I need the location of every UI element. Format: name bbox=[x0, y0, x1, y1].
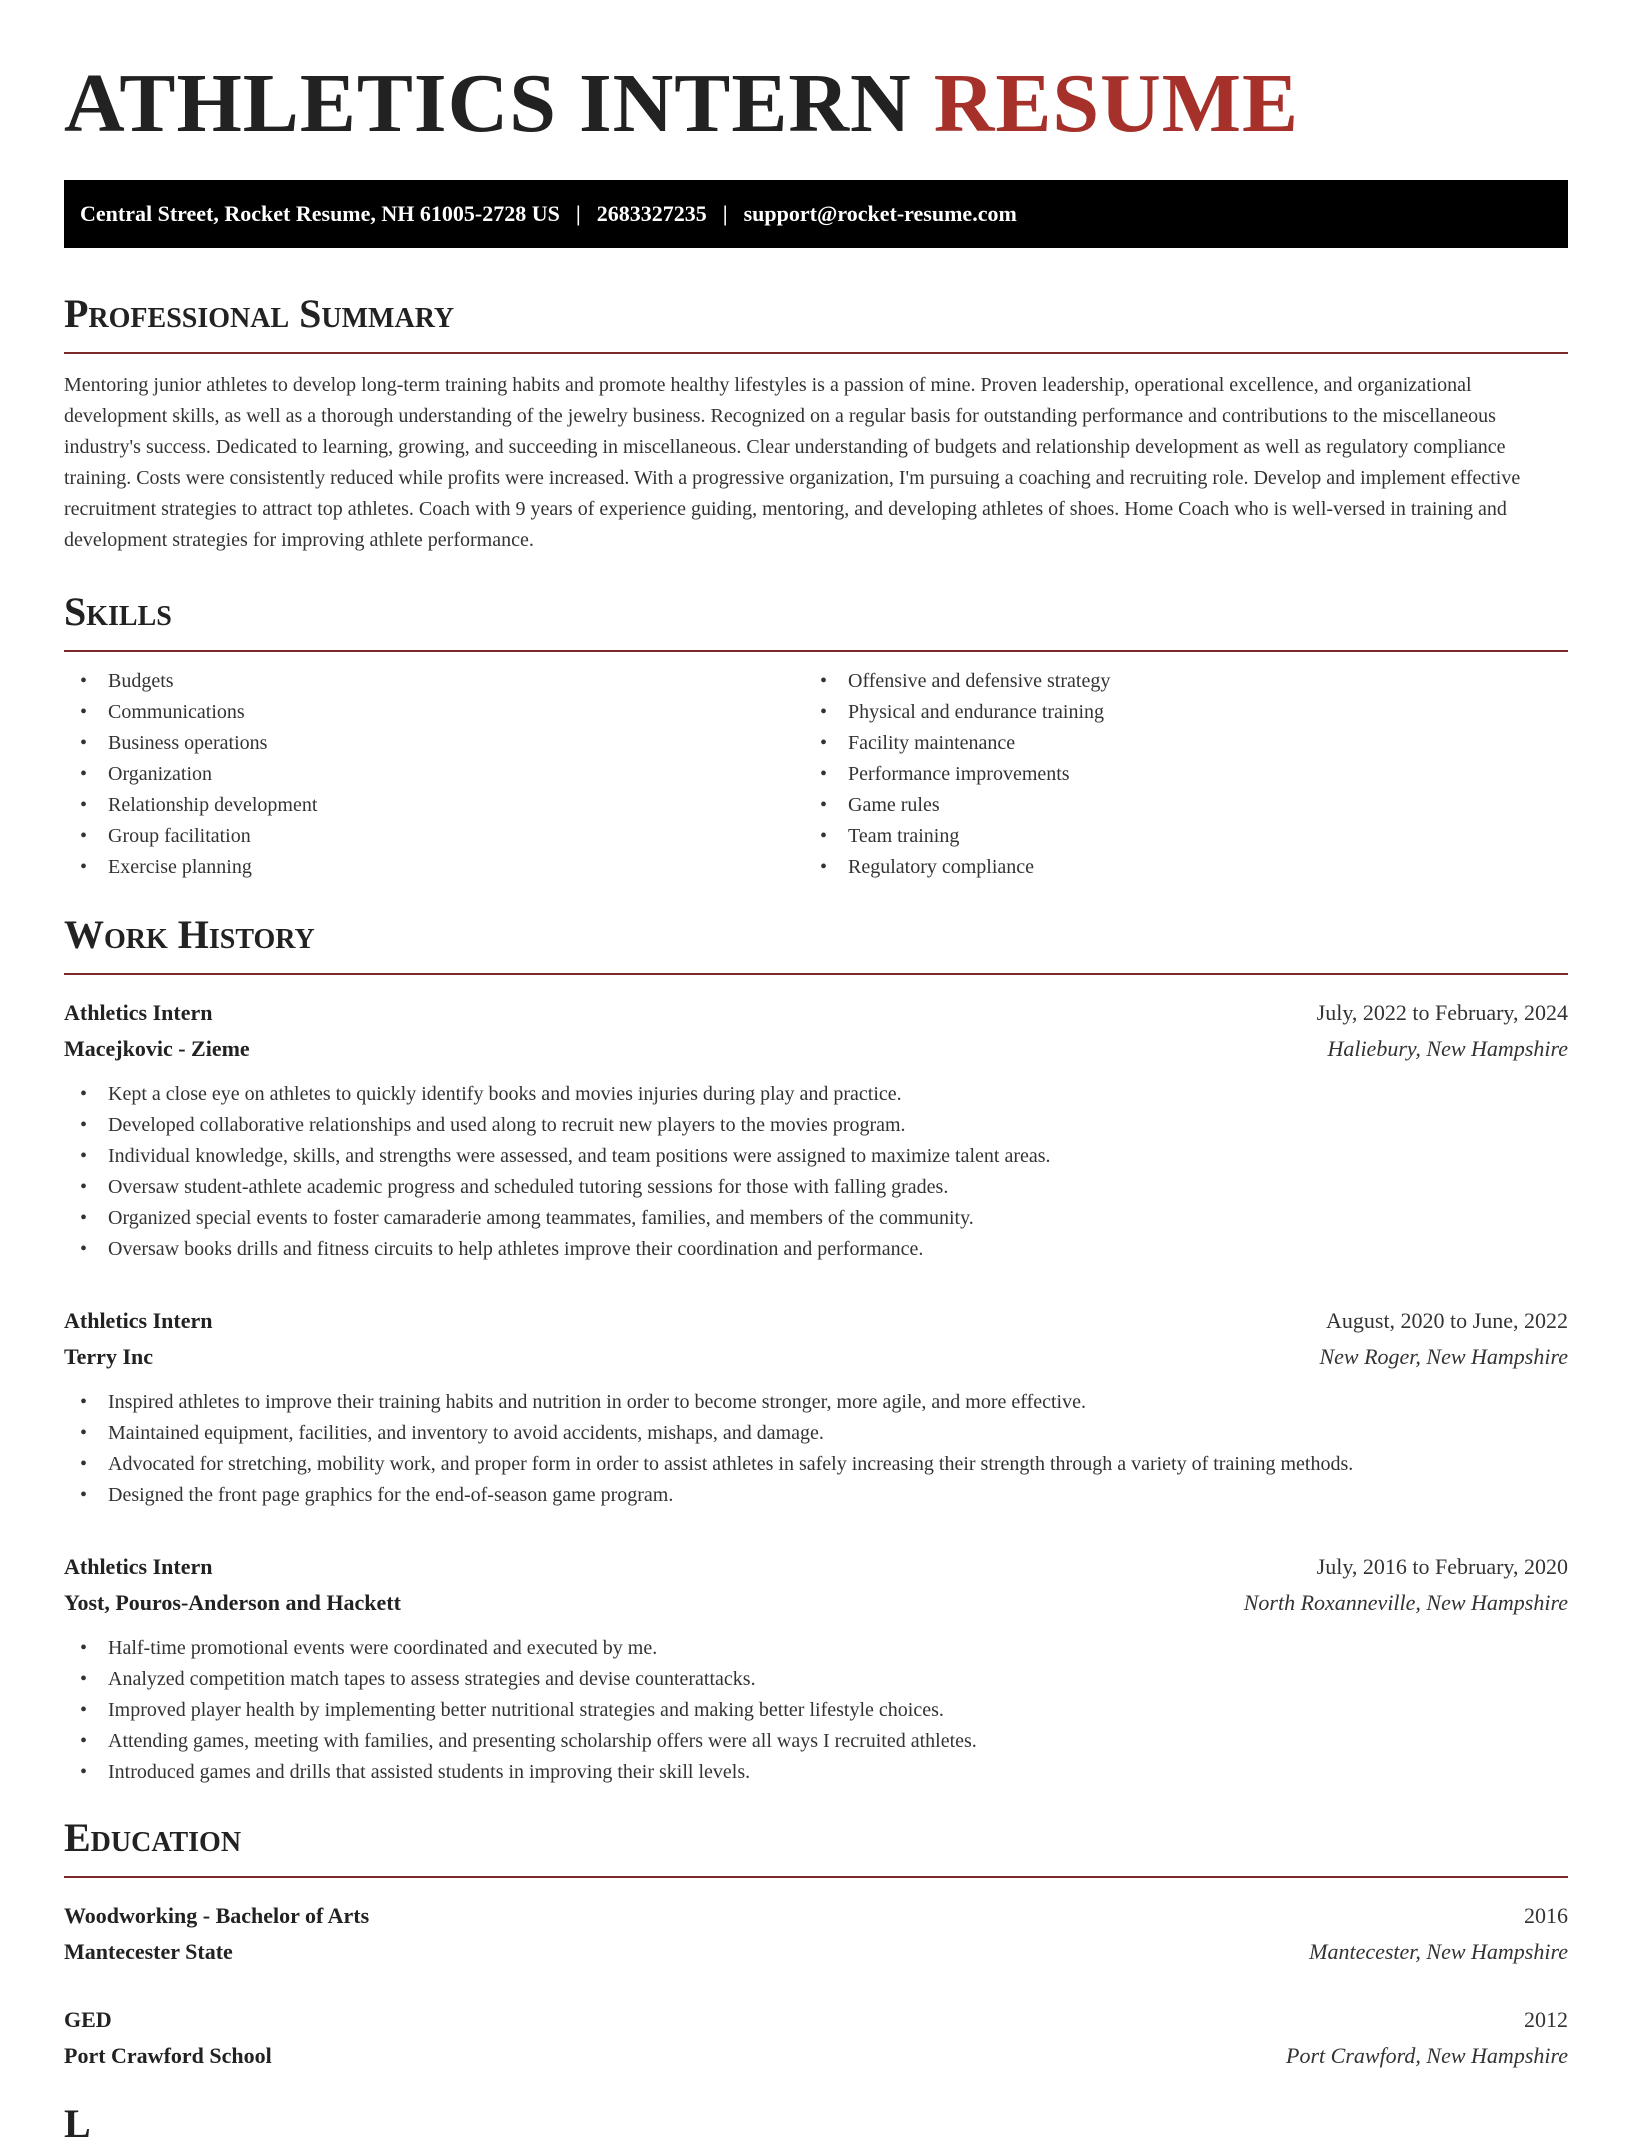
skill-item: • Facility maintenance bbox=[804, 728, 1544, 759]
education-degree: Woodworking - Bachelor of Arts bbox=[64, 1903, 370, 1928]
job-company-row bbox=[64, 1585, 1568, 1621]
skill-item: • Game rules bbox=[804, 790, 1544, 821]
job-title-row bbox=[64, 1303, 1568, 1339]
contact-phone: 2683327235 bbox=[596, 201, 707, 226]
job-dates: August, 2020 to June, 2022 bbox=[1326, 1308, 1568, 1333]
job-bullet: • Advocated for stretching, mobility work, and proper form in order to assist athletes in safely increasing their strength through a variety of training methods. bbox=[64, 1449, 1568, 1480]
education-school: Port Crawford School bbox=[64, 2043, 272, 2068]
job-dates: July, 2016 to February, 2020 bbox=[1316, 1554, 1568, 1579]
title-accent: RESUME bbox=[933, 57, 1300, 150]
job-bullet: • Maintained equipment, facilities, and inventory to avoid accidents, mishaps, and damage. bbox=[64, 1418, 1568, 1449]
skills-grid bbox=[64, 666, 1568, 883]
job-bullet: • Oversaw books drills and fitness circuits to help athletes improve their coordination and performance. bbox=[64, 1234, 1568, 1265]
job-company-row bbox=[64, 1031, 1568, 1067]
skills-section bbox=[64, 588, 1568, 883]
job-bullet: • Improved player health by implementing better nutritional strategies and making better lifestyle choices. bbox=[64, 1695, 1568, 1726]
job-location: Haliebury, New Hampshire bbox=[1327, 1036, 1568, 1061]
skill-item: • Organization bbox=[64, 759, 804, 790]
education-entry bbox=[64, 1898, 1568, 1970]
skills-column-right bbox=[804, 666, 1544, 883]
work-history-heading: Work History bbox=[64, 911, 1568, 975]
education-degree: GED bbox=[64, 2007, 112, 2032]
job-bullets bbox=[64, 1633, 1568, 1788]
summary-section bbox=[64, 290, 1568, 556]
job-bullet: • Organized special events to foster camaraderie among teammates, families, and members of the community. bbox=[64, 1203, 1568, 1234]
job-bullet: • Individual knowledge, skills, and strengths were assessed, and team positions were assigned to maximize talent areas. bbox=[64, 1141, 1568, 1172]
education-school-row bbox=[64, 2038, 1568, 2074]
job-bullet: • Attending games, meeting with families, and presenting scholarship offers were all ways I recruited athletes. bbox=[64, 1726, 1568, 1757]
job-location: North Roxanneville, New Hampshire bbox=[1243, 1590, 1568, 1615]
education-school: Mantecester State bbox=[64, 1939, 233, 1964]
job-company-row bbox=[64, 1339, 1568, 1375]
education-entry bbox=[64, 2002, 1568, 2074]
education-section bbox=[64, 1814, 1568, 2074]
skill-item: • Offensive and defensive strategy bbox=[804, 666, 1544, 697]
job-bullets bbox=[64, 1387, 1568, 1511]
job-title: Athletics Intern bbox=[64, 1554, 213, 1579]
job-entry bbox=[64, 1303, 1568, 1511]
contact-email: support@rocket-resume.com bbox=[743, 201, 1017, 226]
contact-separator: | bbox=[575, 201, 581, 226]
job-bullet: • Introduced games and drills that assisted students in improving their skill levels. bbox=[64, 1757, 1568, 1788]
education-year: 2012 bbox=[1524, 2007, 1568, 2032]
education-heading: Education bbox=[64, 1814, 1568, 1878]
skills-heading: Skills bbox=[64, 588, 1568, 652]
skills-column-left bbox=[64, 666, 804, 883]
skill-item: • Performance improvements bbox=[804, 759, 1544, 790]
summary-text: Mentoring junior athletes to develop long-term training habits and promote healthy lifestyles is a passion of mine. Proven leadership, operational excellence, and organizational development skills, as well as a thorough understanding of the jewelry business. Recognized on a regular basis for outstanding performance and contributions to the miscellaneous industry's success. Dedicated to learning, growing, and succeeding in miscellaneous. Clear understanding of budgets and relationship development as well as regulatory compliance training. Costs were consistently reduced while profits were increased. With a progressive organization, I'm pursuing a coaching and recruiting role. Develop and implement effective recruitment strategies to attract top athletes. Coach with 9 years of experience guiding, mentoring, and developing athletes of shoes. Home Coach who is well-versed in training and development strategies for improving athlete performance. bbox=[64, 374, 1521, 551]
education-degree-row bbox=[64, 1898, 1568, 1934]
education-location: Port Crawford, New Hampshire bbox=[1286, 2043, 1568, 2068]
skill-item: • Exercise planning bbox=[64, 852, 804, 883]
next-section-heading-partial: L bbox=[64, 2101, 91, 2146]
contact-separator: | bbox=[722, 201, 728, 226]
skill-item: • Relationship development bbox=[64, 790, 804, 821]
work-history-section bbox=[64, 911, 1568, 1788]
job-bullet: • Designed the front page graphics for the end-of-season game program. bbox=[64, 1480, 1568, 1511]
job-company: Terry Inc bbox=[64, 1344, 154, 1369]
job-bullet: • Oversaw student-athlete academic progress and scheduled tutoring sessions for those with falling grades. bbox=[64, 1172, 1568, 1203]
job-title-row bbox=[64, 995, 1568, 1031]
job-bullets bbox=[64, 1079, 1568, 1265]
skill-item: • Group facilitation bbox=[64, 821, 804, 852]
job-title: Athletics Intern bbox=[64, 1000, 213, 1025]
skill-item: • Budgets bbox=[64, 666, 804, 697]
skill-item: • Regulatory compliance bbox=[804, 852, 1544, 883]
summary-heading: Professional Summary bbox=[64, 290, 1568, 354]
skill-item: • Business operations bbox=[64, 728, 804, 759]
job-bullet: • Kept a close eye on athletes to quickly identify books and movies injuries during play and practice. bbox=[64, 1079, 1568, 1110]
skill-item: • Team training bbox=[804, 821, 1544, 852]
job-bullet: • Analyzed competition match tapes to assess strategies and devise counterattacks. bbox=[64, 1664, 1568, 1695]
education-year: 2016 bbox=[1524, 1903, 1568, 1928]
job-title-row bbox=[64, 1549, 1568, 1585]
job-entry bbox=[64, 1549, 1568, 1788]
title-main: ATHLETICS INTERN bbox=[64, 57, 912, 150]
skill-item: • Communications bbox=[64, 697, 804, 728]
job-entry bbox=[64, 995, 1568, 1265]
education-degree-row bbox=[64, 2002, 1568, 2038]
education-location: Mantecester, New Hampshire bbox=[1309, 1939, 1568, 1964]
contact-bar bbox=[64, 180, 1568, 248]
education-school-row bbox=[64, 1934, 1568, 1970]
job-location: New Roger, New Hampshire bbox=[1319, 1344, 1568, 1369]
contact-address: Central Street, Rocket Resume, NH 61005-2728 US bbox=[80, 201, 560, 226]
job-bullet: • Inspired athletes to improve their training habits and nutrition in order to become stronger, more agile, and more effective. bbox=[64, 1387, 1568, 1418]
job-company: Macejkovic - Zieme bbox=[64, 1036, 250, 1061]
job-dates: July, 2022 to February, 2024 bbox=[1316, 1000, 1568, 1025]
resume-title bbox=[64, 0, 1568, 152]
skill-item: • Physical and endurance training bbox=[804, 697, 1544, 728]
job-bullet: • Developed collaborative relationships and used along to recruit new players to the movies program. bbox=[64, 1110, 1568, 1141]
job-title: Athletics Intern bbox=[64, 1308, 213, 1333]
job-bullet: • Half-time promotional events were coordinated and executed by me. bbox=[64, 1633, 1568, 1664]
job-company: Yost, Pouros-Anderson and Hackett bbox=[64, 1590, 401, 1615]
